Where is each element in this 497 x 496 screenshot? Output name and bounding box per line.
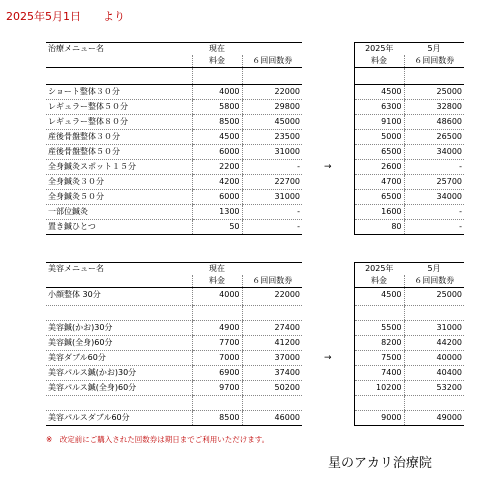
column-header-future-month: 5月 <box>404 263 464 276</box>
column-header-new-price: 料金 <box>354 55 404 68</box>
new-ticket-price: 31000 <box>404 321 464 336</box>
new-ticket-price: 32800 <box>404 100 464 115</box>
new-price: 5500 <box>354 321 404 336</box>
table-subheader-row <box>46 275 464 288</box>
table-header-row <box>46 263 464 276</box>
new-price: 2600 <box>354 160 404 175</box>
table-row <box>46 115 464 130</box>
new-ticket-price: 48600 <box>404 115 464 130</box>
effective-date-text: 2025年5月1日 <box>6 10 81 23</box>
new-price: 6300 <box>354 100 404 115</box>
current-price: 4200 <box>192 175 242 190</box>
current-ticket-price: 29800 <box>242 100 302 115</box>
new-price <box>354 396 404 411</box>
new-ticket-price: 49000 <box>404 411 464 426</box>
table-row <box>46 288 464 306</box>
table-header-row <box>46 43 464 56</box>
shop-name: 星のアカリ治療院 <box>328 456 432 471</box>
column-header-price: 料金 <box>192 55 242 68</box>
arrow-icon: → <box>323 353 332 363</box>
column-header-new-ticket: ６回回数券 <box>404 55 464 68</box>
current-price: 9700 <box>192 381 242 396</box>
arrow-icon: → <box>323 162 332 172</box>
current-ticket-price: 50200 <box>242 381 302 396</box>
menu-name: ショート整体３０分 <box>46 85 192 100</box>
new-ticket-price: 40000 <box>404 351 464 366</box>
current-price: 2200 <box>192 160 242 175</box>
table-row <box>46 160 464 175</box>
current-price <box>192 306 242 321</box>
menu-name: 美容パルス鍼(全身)60分 <box>46 381 192 396</box>
current-ticket-price: 23500 <box>242 130 302 145</box>
column-header-future-month: 5月 <box>404 43 464 56</box>
current-ticket-price: 22000 <box>242 288 302 306</box>
table-row <box>46 351 464 366</box>
column-header-current: 現在 <box>192 43 242 56</box>
menu-name: 美容パルス鍼(かお)30分 <box>46 366 192 381</box>
treatment-price-table <box>46 42 464 235</box>
new-price: 5000 <box>354 130 404 145</box>
current-price: 8500 <box>192 411 242 426</box>
current-ticket-price: 22700 <box>242 175 302 190</box>
new-price: 6500 <box>354 145 404 160</box>
column-header-new-price: 料金 <box>354 275 404 288</box>
new-ticket-price: 53200 <box>404 381 464 396</box>
new-price: 7400 <box>354 366 404 381</box>
current-price: 8500 <box>192 115 242 130</box>
menu-name: 全身鍼灸３０分 <box>46 175 192 190</box>
table-row <box>46 130 464 145</box>
table-row <box>46 220 464 235</box>
current-ticket-price <box>242 396 302 411</box>
current-price: 4900 <box>192 321 242 336</box>
new-ticket-price: - <box>404 205 464 220</box>
new-ticket-price: 25000 <box>404 288 464 306</box>
new-price: 7500 <box>354 351 404 366</box>
table-row <box>46 381 464 396</box>
column-header-price: 料金 <box>192 275 242 288</box>
new-ticket-price: 26500 <box>404 130 464 145</box>
current-ticket-price: 45000 <box>242 115 302 130</box>
new-ticket-price: 40400 <box>404 366 464 381</box>
table-row <box>46 321 464 336</box>
new-ticket-price: 25700 <box>404 175 464 190</box>
current-ticket-price: 31000 <box>242 190 302 205</box>
new-ticket-price: 34000 <box>404 190 464 205</box>
column-header-future-year: 2025年 <box>354 43 404 56</box>
current-ticket-price: 37400 <box>242 366 302 381</box>
new-price: 4500 <box>354 288 404 306</box>
current-ticket-price: 31000 <box>242 145 302 160</box>
current-ticket-price: - <box>242 205 302 220</box>
new-price: 10200 <box>354 381 404 396</box>
menu-name: 美容鍼(かお)30分 <box>46 321 192 336</box>
table-spacer-row <box>46 68 464 85</box>
new-ticket-price: - <box>404 160 464 175</box>
table-row <box>46 190 464 205</box>
new-price: 9100 <box>354 115 404 130</box>
menu-name: 置き鍼ひとつ <box>46 220 192 235</box>
current-ticket-price: 46000 <box>242 411 302 426</box>
column-header-menu: 治療メニュー名 <box>46 43 192 56</box>
menu-name: 産後骨盤整体５０分 <box>46 145 192 160</box>
menu-name: 産後骨盤整体３０分 <box>46 130 192 145</box>
effective-date-suffix: より <box>103 10 125 23</box>
menu-name: レギュラー整体８０分 <box>46 115 192 130</box>
table-row <box>46 396 464 411</box>
current-price: 7000 <box>192 351 242 366</box>
effective-date <box>6 8 125 24</box>
new-price: 1600 <box>354 205 404 220</box>
current-ticket-price: - <box>242 160 302 175</box>
new-price: 6500 <box>354 190 404 205</box>
current-price: 4000 <box>192 288 242 306</box>
table-row <box>46 336 464 351</box>
column-header-ticket: ６回回数券 <box>242 55 302 68</box>
menu-name: 美容パルスダブル60分 <box>46 411 192 426</box>
new-ticket-price: 44200 <box>404 336 464 351</box>
current-price: 1300 <box>192 205 242 220</box>
new-price: 9000 <box>354 411 404 426</box>
table-row <box>46 205 464 220</box>
column-header-menu: 美容メニュー名 <box>46 263 192 276</box>
current-price: 6000 <box>192 145 242 160</box>
current-ticket-price: 22000 <box>242 85 302 100</box>
table-row <box>46 85 464 100</box>
current-price: 4000 <box>192 85 242 100</box>
current-ticket-price: - <box>242 220 302 235</box>
menu-name: 小顔整体 30分 <box>46 288 192 306</box>
menu-name <box>46 396 192 411</box>
table-row <box>46 366 464 381</box>
current-price: 5800 <box>192 100 242 115</box>
table-subheader-row <box>46 55 464 68</box>
new-price: 80 <box>354 220 404 235</box>
menu-name: 全身鍼灸スポット１５分 <box>46 160 192 175</box>
menu-name: レギュラー整体５０分 <box>46 100 192 115</box>
current-price: 7700 <box>192 336 242 351</box>
column-header-ticket: ６回回数券 <box>242 275 302 288</box>
table-row <box>46 306 464 321</box>
new-ticket-price: 25000 <box>404 85 464 100</box>
column-header-future-year: 2025年 <box>354 263 404 276</box>
table-row <box>46 411 464 426</box>
menu-name: 美容ダブル60分 <box>46 351 192 366</box>
current-ticket-price <box>242 306 302 321</box>
beauty-price-table <box>46 262 464 426</box>
column-header-current: 現在 <box>192 263 242 276</box>
menu-name: 一部位鍼灸 <box>46 205 192 220</box>
column-header-new-ticket: ６回回数券 <box>404 275 464 288</box>
new-ticket-price <box>404 396 464 411</box>
current-price: 4500 <box>192 130 242 145</box>
footnote: ※ 改定前にご購入された回数券は期日までご利用いただけます。 <box>46 435 270 444</box>
menu-name: 美容鍼(全身)60分 <box>46 336 192 351</box>
current-price: 50 <box>192 220 242 235</box>
new-price <box>354 306 404 321</box>
current-price: 6900 <box>192 366 242 381</box>
menu-name: 全身鍼灸５０分 <box>46 190 192 205</box>
current-ticket-price: 41200 <box>242 336 302 351</box>
new-ticket-price <box>404 306 464 321</box>
current-ticket-price: 27400 <box>242 321 302 336</box>
current-price <box>192 396 242 411</box>
current-ticket-price: 37000 <box>242 351 302 366</box>
new-price: 4500 <box>354 85 404 100</box>
new-ticket-price: - <box>404 220 464 235</box>
table-row <box>46 100 464 115</box>
table-row <box>46 145 464 160</box>
new-price: 4700 <box>354 175 404 190</box>
table-row <box>46 175 464 190</box>
new-ticket-price: 34000 <box>404 145 464 160</box>
current-price: 6000 <box>192 190 242 205</box>
new-price: 8200 <box>354 336 404 351</box>
menu-name <box>46 306 192 321</box>
